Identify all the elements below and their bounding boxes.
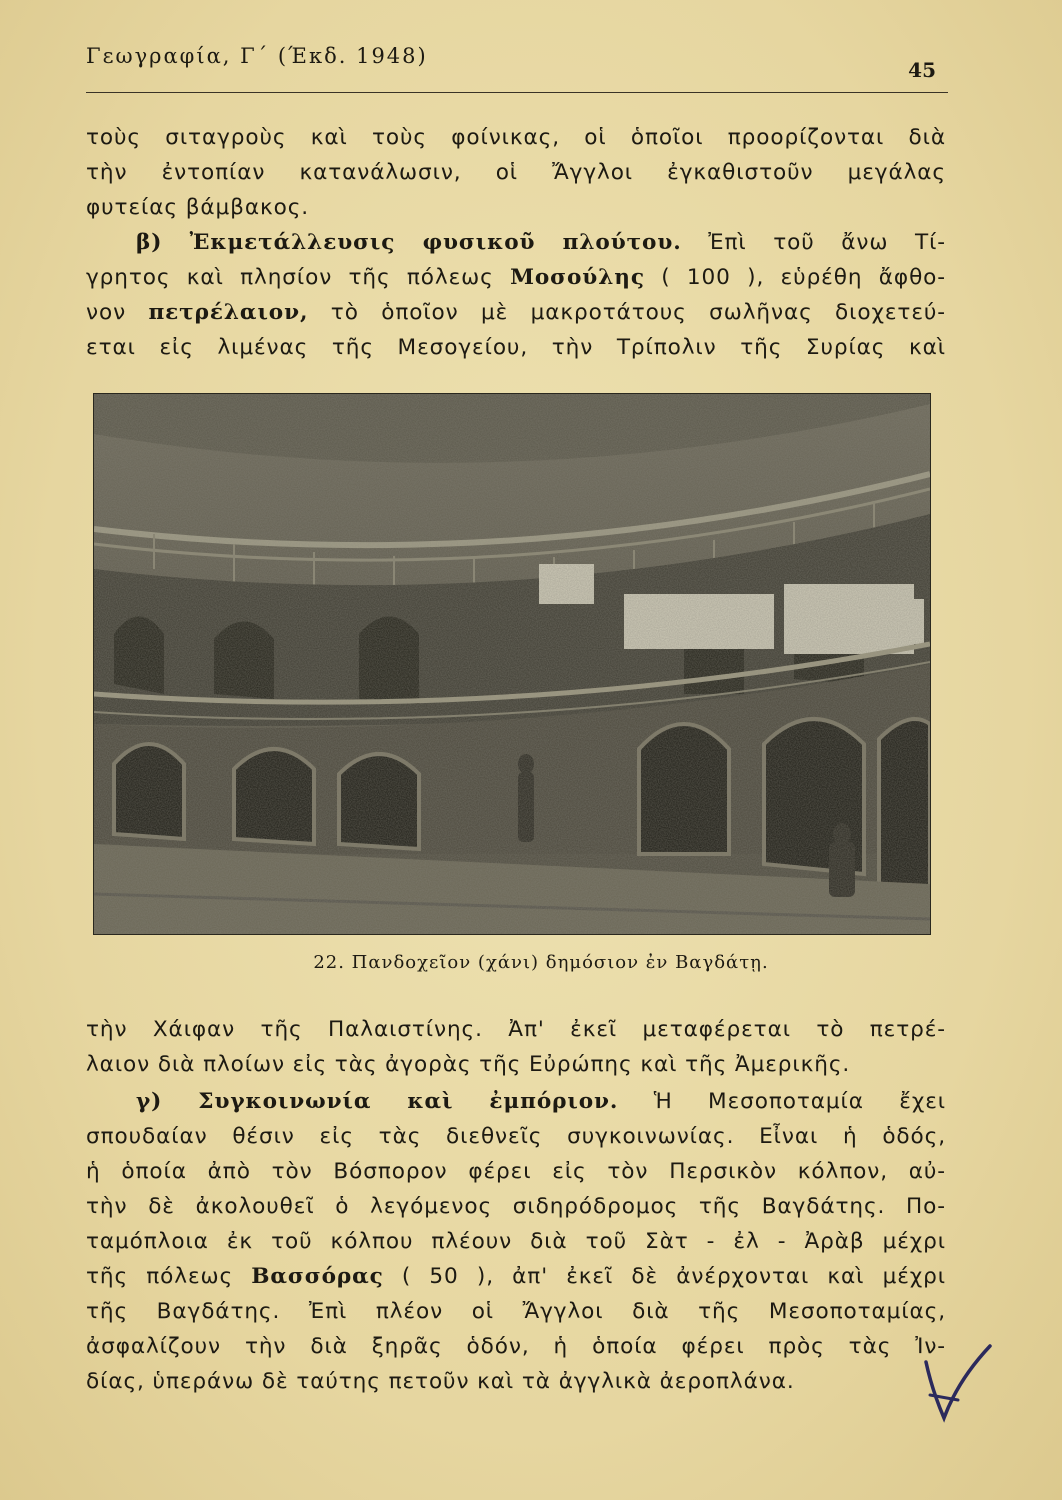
text-line: τῆς Βαγδάτης. Ἐπὶ πλέον οἱ Ἄγγλοι διὰ τῆς Μεσοποταμίας, (86, 1299, 946, 1324)
text-span: Ἡ Μεσοποταμία ἔχει (618, 1089, 946, 1114)
text-line: φυτείας βάμβακος. (86, 195, 310, 220)
paragraph-communications (86, 1084, 946, 1399)
paragraph-cotton (86, 120, 946, 225)
handwritten-checkmark-icon (918, 1340, 998, 1430)
text-line (86, 225, 946, 260)
text-line (86, 295, 946, 330)
text-span: τῆς πόλεως (86, 1264, 252, 1289)
text-span: ( 50 ), ἀπ' ἐκεῖ δὲ ἀνέρχονται καὶ μέχρι (383, 1264, 946, 1289)
text-line: τὴν Χάιφαν τῆς Παλαιστίνης. Ἀπ' ἐκεῖ μεταφέρεται τὸ πετρέ- (86, 1017, 946, 1042)
page-header (86, 44, 948, 93)
text-line: τὴν ἐντοπίαν κατανάλωσιν, οἱ Ἄγγλοι ἐγκαθιστοῦν μεγάλας (86, 160, 946, 185)
text-line: λαιον διὰ πλοίων εἰς τὰς ἀγορὰς τῆς Εὐρώπης καὶ τῆς Ἀμερικῆς. (86, 1052, 851, 1077)
text-span: τὸ ὁποῖον μὲ μακροτάτους σωλῆνας διοχετεύ- (308, 300, 946, 325)
text-line (86, 1259, 946, 1294)
text-line: τοὺς σιταγροὺς καὶ τοὺς φοίνικας, οἱ ὁποῖοι προορίζονται διὰ (86, 125, 946, 150)
section-heading-resources: β) Ἐκμετάλλευσις φυσικοῦ πλούτου. (136, 230, 682, 255)
text-line: δίας, ὑπεράνω δὲ ταύτης πετοῦν καὶ τὰ ἀγγλικὰ ἀεροπλάνα. (86, 1369, 795, 1394)
text-line: τὴν δὲ ἀκολουθεῖ ὁ λεγόμενος σιδηρόδρομος τῆς Βαγδάτης. Πο- (86, 1194, 946, 1219)
text-span: γρητος καὶ πλησίον τῆς πόλεως (86, 265, 511, 290)
text-line: ἡ ὁποία ἀπὸ τὸν Βόσπορον φέρει εἰς τὸν Περσικὸν κόλπον, αὐ- (86, 1159, 946, 1184)
text-span: νον (86, 300, 149, 325)
figure-photo-khan (93, 393, 931, 935)
page-number: 45 (908, 58, 936, 82)
text-span: Ἐπὶ τοῦ ἄνω Τί- (681, 230, 947, 255)
figure-caption: 22. Πανδοχεῖον (χάνι) δημόσιον ἐν Βαγδάτῃ. (313, 952, 769, 973)
place-name-basra: Βασσόρας (251, 1264, 384, 1289)
term-petroleum: πετρέλαιον, (148, 300, 309, 325)
text-line: σπουδαίαν θέσιν εἰς τὰς διεθνεῖς συγκοινωνίας. Εἶναι ἡ ὁδός, (86, 1124, 946, 1149)
text-line: εται εἰς λιμένας τῆς Μεσογείου, τὴν Τρίπολιν τῆς Συρίας καὶ (86, 335, 946, 360)
paragraph-haifa (86, 1012, 946, 1082)
running-head: Γεωγραφία, Γ΄ (Έκδ. 1948) (86, 44, 428, 68)
section-heading-communications: γ) Συγκοινωνία καὶ ἐμπόριον. (136, 1089, 619, 1114)
text-line (86, 1084, 946, 1119)
place-name-mosul: Μοσούλης (510, 265, 645, 290)
text-line: ταμόπλοια ἐκ τοῦ κόλπου πλέουν διὰ τοῦ Σὰτ - ἐλ - Ἀρὰβ μέχρι (86, 1229, 946, 1254)
paragraph-natural-resources (86, 225, 946, 365)
text-span: ( 100 ), εὑρέθη ἄφθο- (644, 265, 946, 290)
text-line (86, 260, 946, 295)
text-line: ἀσφαλίζουν τὴν διὰ ξηρᾶς ὁδόν, ἡ ὁποία φέρει πρὸς τὰς Ἰν- (86, 1334, 946, 1359)
